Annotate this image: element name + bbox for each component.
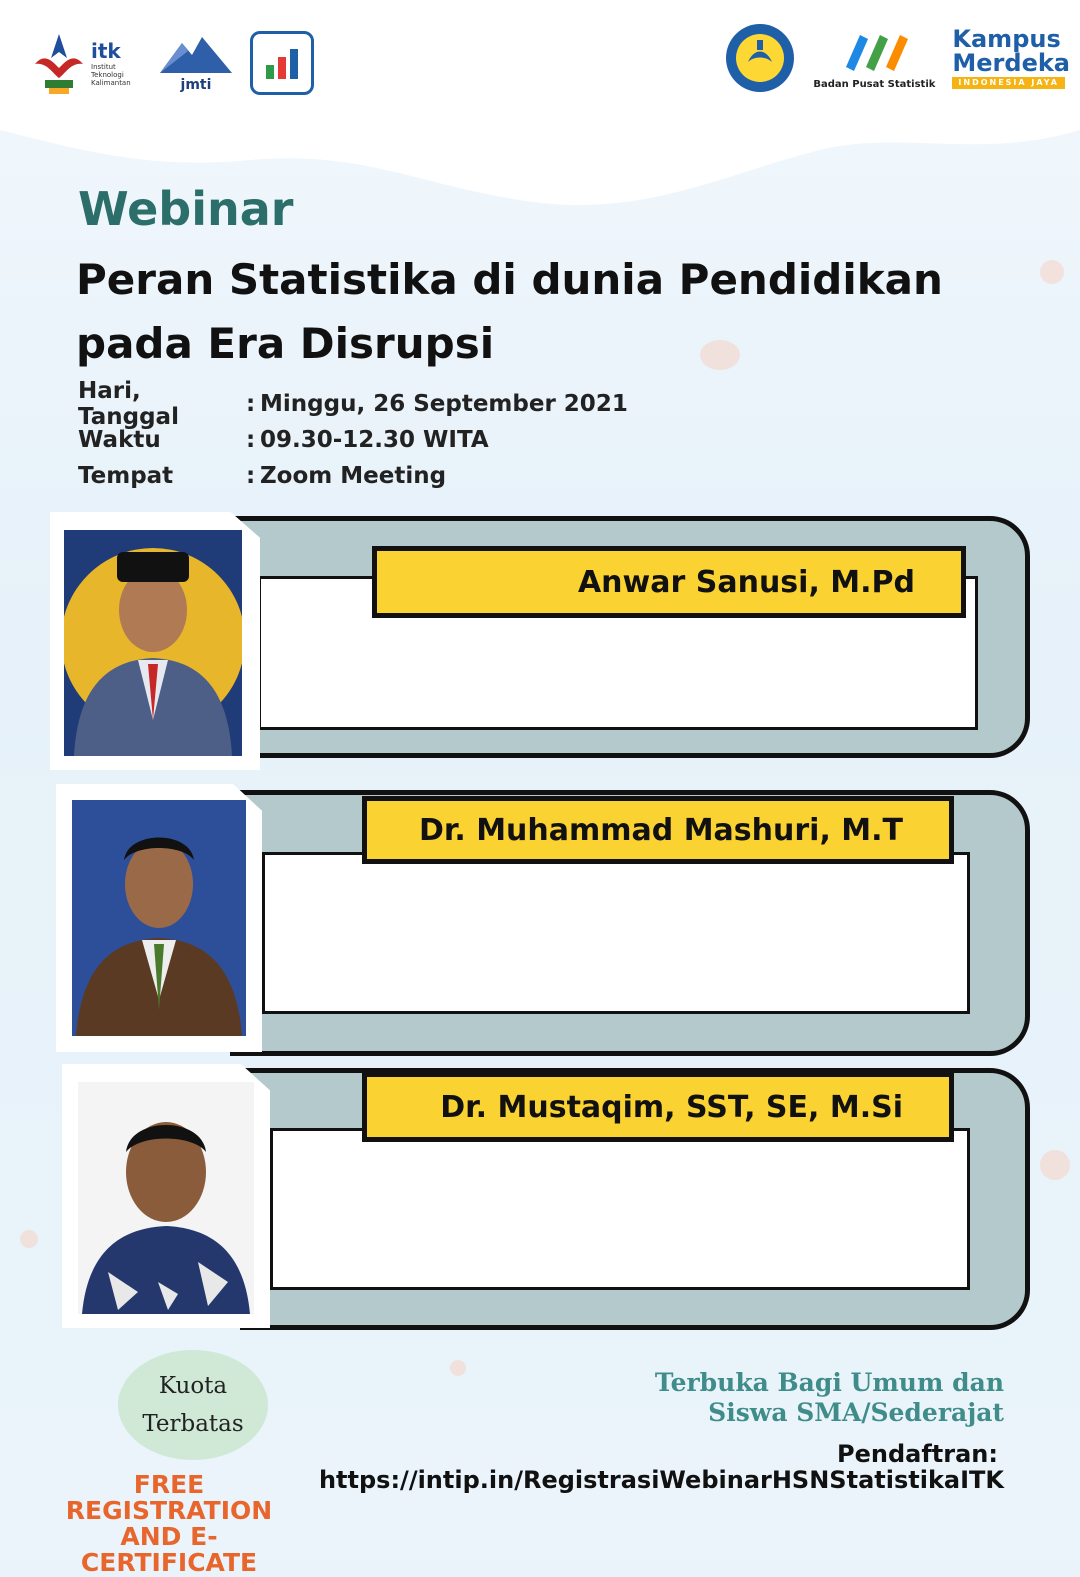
speaker-name: Anwar Sanusi, M.Pd — [577, 564, 915, 600]
kampus-merdeka-logo — [952, 27, 1070, 89]
speaker-name: Dr. Mustaqim, SST, SE, M.Si — [440, 1089, 903, 1125]
kampus-merdeka-line1: Kampus — [952, 25, 1061, 53]
webinar-label: Webinar — [78, 182, 294, 236]
bps-logo-text: Badan Pusat Statistik — [813, 78, 936, 90]
kampus-merdeka-line2: Merdeka — [952, 49, 1070, 77]
info-row-place — [78, 458, 628, 494]
speaker-name: Dr. Muhammad Mashuri, M.T — [418, 812, 903, 848]
kuota-line-2: Terbatas — [142, 1411, 244, 1437]
info-value: Zoom Meeting — [260, 463, 447, 489]
kuota-line-1: Kuota — [158, 1373, 228, 1399]
speaker-portrait-icon — [78, 1082, 254, 1314]
registration-link[interactable]: https://intip.in/RegistrasiWebinarHSNStatistikaITK — [318, 1466, 1004, 1494]
info-separator: : — [246, 427, 256, 453]
card-content-panel — [270, 1128, 970, 1290]
speaker-name-bar — [362, 796, 954, 864]
bar-chart-icon — [262, 43, 302, 83]
info-value: 09.30-12.30 WITA — [260, 427, 489, 453]
info-key: Hari, Tanggal — [78, 378, 179, 430]
bps-emblem-icon — [838, 27, 910, 79]
jmti-logo — [156, 33, 236, 93]
info-value: Minggu, 26 September 2021 — [260, 391, 628, 417]
kampus-merdeka-tag: INDONESIA JAYA — [952, 77, 1065, 89]
info-separator: : — [246, 463, 256, 489]
info-key: Tempat — [78, 463, 174, 489]
kuota-badge — [118, 1350, 268, 1460]
speaker-photo — [78, 1082, 254, 1314]
audience-line-1: Terbuka Bagi Umum dan — [654, 1368, 1004, 1397]
partner-logos-left — [30, 28, 314, 98]
tut-wuri-handayani-icon — [724, 22, 796, 94]
jmti-logo-text: jmti — [180, 77, 212, 93]
itk-logo-text: itk — [91, 39, 121, 63]
statistics-logo — [250, 31, 314, 95]
speaker-portrait-icon — [72, 800, 246, 1036]
info-row-date — [78, 378, 628, 430]
title-line-1: Peran Statistika di dunia Pendidikan — [76, 255, 943, 304]
free-line-2: AND E-CERTIFICATE — [80, 1522, 258, 1577]
itk-emblem-icon — [31, 28, 87, 98]
info-key: Waktu — [78, 427, 161, 453]
free-line-1: FREE REGISTRATION — [65, 1470, 273, 1525]
title-line-2: pada Era Disrupsi — [76, 319, 495, 368]
info-separator: : — [246, 391, 256, 417]
mountain-icon — [158, 33, 234, 77]
speaker-photo — [72, 800, 246, 1036]
audience-line-2: Siswa SMA/Sederajat — [708, 1398, 1004, 1427]
speaker-portrait-icon — [64, 530, 242, 756]
decor-dot — [450, 1360, 466, 1376]
speaker-name-bar — [362, 1072, 954, 1142]
itk-logo-subtext: Institut Teknologi Kalimantan — [91, 63, 131, 87]
itk-logo — [30, 28, 142, 98]
speaker-photo — [64, 530, 242, 756]
speaker-name-bar — [372, 546, 966, 618]
bps-logo — [810, 27, 938, 90]
decor-dot — [20, 1230, 38, 1248]
webinar-title — [76, 248, 1036, 376]
kemendikbud-logo — [724, 22, 796, 94]
card-content-panel — [262, 852, 970, 1014]
decor-dot — [1040, 1150, 1070, 1180]
registration-label: Pendaftran: — [837, 1440, 998, 1468]
decor-dot — [1040, 260, 1064, 284]
event-info — [78, 378, 628, 494]
free-registration-text — [36, 1472, 302, 1576]
partner-logos-right — [724, 22, 1070, 94]
audience-text — [655, 1368, 1004, 1428]
info-row-time — [78, 422, 628, 458]
